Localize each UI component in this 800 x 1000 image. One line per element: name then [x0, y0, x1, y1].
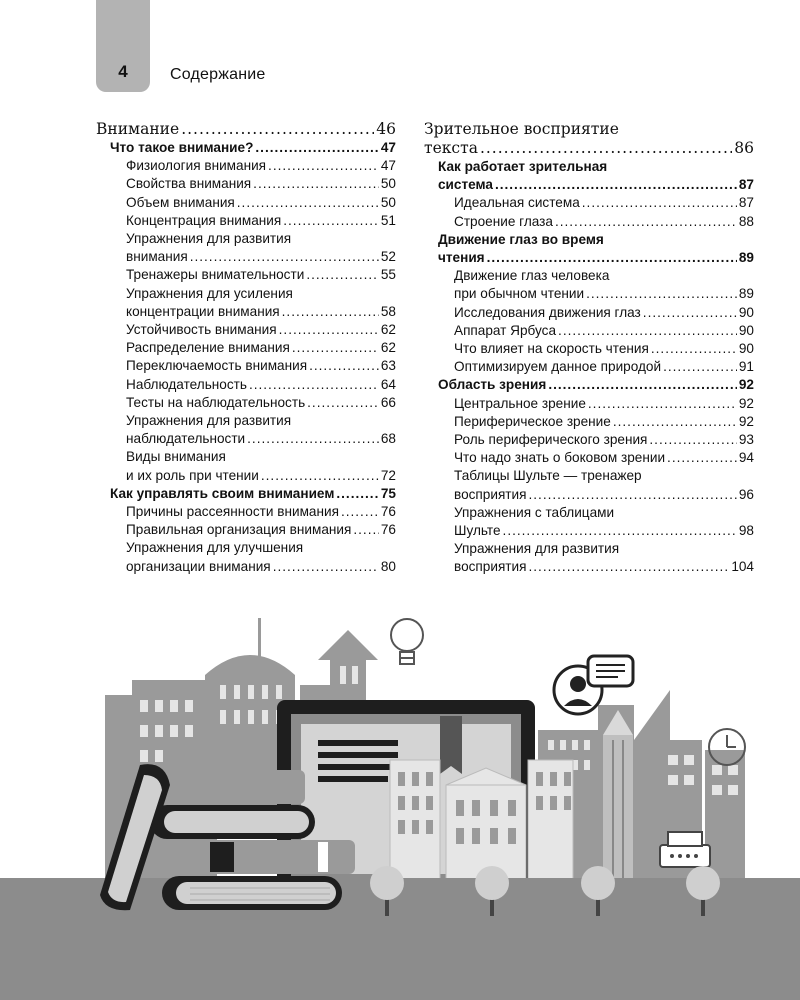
dot-leader: [558, 322, 737, 340]
toc-entry-title: Распределение внимания: [126, 340, 290, 356]
toc-page-number: 92: [738, 377, 754, 393]
toc-entry-title: Внимание: [96, 120, 180, 138]
toc-entry: [424, 194, 754, 212]
toc-entry-title: Причины рассеянности внимания: [126, 504, 339, 520]
toc-page-number: 72: [380, 467, 396, 483]
toc-page-number: 50: [380, 194, 396, 210]
toc-entry-title: Центральное зрение: [454, 395, 586, 411]
toc-entry: [96, 394, 396, 412]
dot-leader: [237, 194, 379, 212]
toc-entry-title: Область зрения: [438, 377, 547, 393]
dot-leader: [306, 266, 379, 284]
toc-entry-title: Периферическое зрение: [454, 413, 611, 429]
toc-page-number: 88: [738, 213, 754, 229]
toc-page-number: 52: [380, 249, 396, 265]
toc-entry-title: восприятия: [454, 486, 527, 502]
toc-entry-title: чтения: [438, 250, 485, 266]
dot-leader: [613, 413, 737, 431]
toc-entry-title: Концентрация внимания: [126, 212, 282, 228]
toc-page-number: 91: [738, 359, 754, 375]
toc-page-number: 64: [380, 376, 396, 392]
dot-leader: [649, 431, 736, 449]
toc-entry-title: концентрации внимания: [126, 303, 280, 319]
speech-bubble-icon: [588, 656, 633, 686]
toc-page-number: 63: [380, 358, 396, 374]
dot-leader: [309, 357, 379, 375]
toc-entry: [424, 158, 754, 194]
dot-leader: [261, 467, 379, 485]
toc-entry: [96, 448, 396, 484]
toc-entry-title: Что надо знать о боковом зрении: [454, 450, 666, 466]
toc-entry-title-line: Упражнения для развития: [126, 413, 292, 429]
toc-page-number: 92: [738, 413, 754, 429]
toc-entry-title: Устойчивость внимания: [126, 322, 277, 338]
toc-entry: [96, 539, 396, 575]
toc-entry: [424, 467, 754, 503]
toc-page-number: 75: [380, 485, 396, 501]
pencil-tower: [603, 710, 633, 895]
toc-entry-title: Что влияет на скорость чтения: [454, 341, 649, 357]
toc-entry-title: текста: [424, 139, 478, 157]
toc-entry-title: Объем внимания: [126, 194, 235, 210]
toc-entry: [96, 521, 396, 539]
dot-leader: [586, 285, 737, 303]
toc-entry-title: Наблюдательность: [126, 376, 247, 392]
toc-entry: [96, 485, 396, 503]
toc-entry-title: Как управлять своим вниманием: [110, 485, 335, 501]
toc-entry-title-line: Упражнения с таблицами: [454, 504, 615, 520]
toc-entry: [424, 304, 754, 322]
dot-leader: [341, 503, 379, 521]
toc-page-number: 87: [738, 177, 754, 193]
toc-page-number: 76: [380, 504, 396, 520]
dot-leader: [190, 248, 379, 266]
toc-right-column: [424, 120, 754, 577]
toc-page-number: 62: [380, 340, 396, 356]
toc-page-number: 46: [376, 120, 396, 138]
dot-leader: [249, 376, 379, 394]
toc-entry: [96, 157, 396, 175]
toc-page-number: 96: [738, 486, 754, 502]
toc-entry: [424, 376, 754, 394]
toc-entry: [424, 449, 754, 467]
toc-entry: [96, 175, 396, 193]
dot-leader: [255, 139, 378, 157]
toc-entry: [96, 321, 396, 339]
toc-entry: [96, 412, 396, 448]
toc-entry: [424, 267, 754, 303]
toc-entry-title: Оптимизируем данное природой: [454, 359, 662, 375]
toc-entry-title: внимания: [126, 249, 188, 265]
dot-leader: [336, 485, 379, 503]
toc-page-number: 50: [380, 176, 396, 192]
toc-entry: [96, 139, 396, 157]
toc-page-number: 104: [731, 559, 754, 575]
toc-entry-title: при обычном чтении: [454, 286, 585, 302]
dot-leader: [282, 303, 379, 321]
toc-entry-title: Тесты на наблюдательность: [126, 394, 306, 410]
dot-leader: [663, 358, 737, 376]
toc-entry: [424, 231, 754, 267]
toc-entry-title: восприятия: [454, 559, 527, 575]
toc-entry: [424, 413, 754, 431]
dot-leader: [480, 139, 732, 158]
dot-leader: [555, 213, 737, 231]
toc-entry-title: Аппарат Ярбуса: [454, 322, 557, 338]
toc-entry-title: система: [438, 177, 493, 193]
toc-entry: [96, 339, 396, 357]
toc-entry-title: наблюдательности: [126, 431, 246, 447]
toc-entry-title: Физиология внимания: [126, 158, 267, 174]
dot-leader: [528, 558, 729, 576]
toc-page-number: 68: [380, 431, 396, 447]
toc-entry: [424, 322, 754, 340]
toc-entry-title-line: Зрительное восприятие: [424, 120, 619, 138]
dot-leader: [292, 339, 379, 357]
dot-leader: [307, 394, 379, 412]
toc-page-number: 66: [380, 394, 396, 410]
toc-entry-title-line: Упражнения для развития: [454, 541, 620, 557]
toc-entry: [424, 395, 754, 413]
toc-entry-title-line: Движение глаз во время: [438, 231, 604, 247]
toc-page-number: 62: [380, 322, 396, 338]
toc-entry-title-line: Таблицы Шульте — тренажер: [454, 468, 642, 484]
dot-leader: [283, 212, 379, 230]
toc-page-number: 94: [738, 450, 754, 466]
toc-entry: [96, 194, 396, 212]
toc-page-number: 87: [738, 195, 754, 211]
toc-entry: [96, 376, 396, 394]
toc-page-number: 51: [380, 212, 396, 228]
dot-leader: [495, 176, 737, 194]
dot-leader: [651, 340, 737, 358]
toc-page-number: 90: [738, 341, 754, 357]
running-head-title: Содержание: [170, 66, 266, 83]
toc-entry-title: Правильная организация внимания: [126, 522, 352, 538]
toc-entry: [424, 358, 754, 376]
toc-entry: [424, 431, 754, 449]
page-number-tab: [96, 0, 150, 92]
dot-leader: [582, 194, 737, 212]
dot-leader: [667, 449, 737, 467]
toc-entry: [424, 120, 754, 158]
toc-entry: [96, 285, 396, 321]
toc-entry: [96, 357, 396, 375]
toc-entry-title-line: Виды внимания: [126, 449, 226, 465]
toc-entry-title: Переключаемость внимания: [126, 358, 308, 374]
toc-page-number: 47: [380, 140, 396, 155]
toc-page-number: 55: [380, 267, 396, 283]
toc-entry: [424, 540, 754, 576]
dot-leader: [273, 558, 379, 576]
toc-entry-title: и их роль при чтении: [126, 467, 259, 483]
toc-entry: [96, 266, 396, 284]
dot-leader: [503, 522, 737, 540]
dot-leader: [643, 304, 737, 322]
toc-page-number: 92: [738, 395, 754, 411]
toc-entry-title: Идеальная система: [454, 195, 580, 211]
toc-entry-title-line: Упражнения для развития: [126, 231, 292, 247]
toc-page-number: 93: [738, 432, 754, 448]
lightbulb-icon: [391, 619, 423, 664]
dot-leader: [548, 376, 737, 394]
city-books-illustration: [0, 600, 800, 1000]
toc-entry: [424, 213, 754, 231]
dot-leader: [487, 249, 737, 267]
toc-page-number: 47: [380, 158, 396, 174]
toc-entry-title: Роль периферического зрения: [454, 432, 648, 448]
toc-entry: [96, 212, 396, 230]
toc-page-number: 90: [738, 304, 754, 320]
dot-leader: [253, 175, 379, 193]
toc-entry-title: Шульте: [454, 523, 501, 539]
toc-entry-title: Строение глаза: [454, 213, 553, 229]
toc-entry-title-line: Упражнения для усиления: [126, 285, 293, 301]
toc-entry: [96, 230, 396, 266]
toc-page-number: 76: [380, 522, 396, 538]
toc-entry-title-line: Движение глаз человека: [454, 268, 610, 284]
toc-page-number: 90: [738, 322, 754, 338]
typewriter-icon: [660, 832, 710, 867]
toc-entry-title: Исследования движения глаз: [454, 304, 641, 320]
dot-leader: [268, 157, 379, 175]
toc-entry-title-line: Как работает зрительная: [438, 159, 608, 174]
dot-leader: [528, 486, 736, 504]
dot-leader: [353, 521, 379, 539]
toc-page-number: 58: [380, 303, 396, 319]
toc-entry: [96, 120, 396, 139]
toc-entry-title: организации внимания: [126, 558, 271, 574]
toc-page-number: 86: [734, 139, 754, 157]
dot-leader: [279, 321, 379, 339]
toc-entry: [424, 340, 754, 358]
toc-page-number: 89: [738, 286, 754, 302]
toc-entry: [424, 504, 754, 540]
dot-leader: [181, 120, 374, 139]
page-number: 4: [118, 62, 128, 81]
toc-entry-title-line: Упражнения для улучшения: [126, 540, 304, 556]
toc-left-column: [96, 120, 396, 576]
dot-leader: [588, 395, 737, 413]
toc-entry-title: Что такое внимание?: [110, 140, 254, 155]
dot-leader: [247, 430, 379, 448]
toc-page-number: 89: [738, 250, 754, 266]
toc-entry-title: Тренажеры внимательности: [126, 267, 305, 283]
toc-page-number: 98: [738, 523, 754, 539]
toc-page-number: 80: [380, 558, 396, 574]
toc-entry-title: Свойства внимания: [126, 176, 252, 192]
toc-entry: [96, 503, 396, 521]
